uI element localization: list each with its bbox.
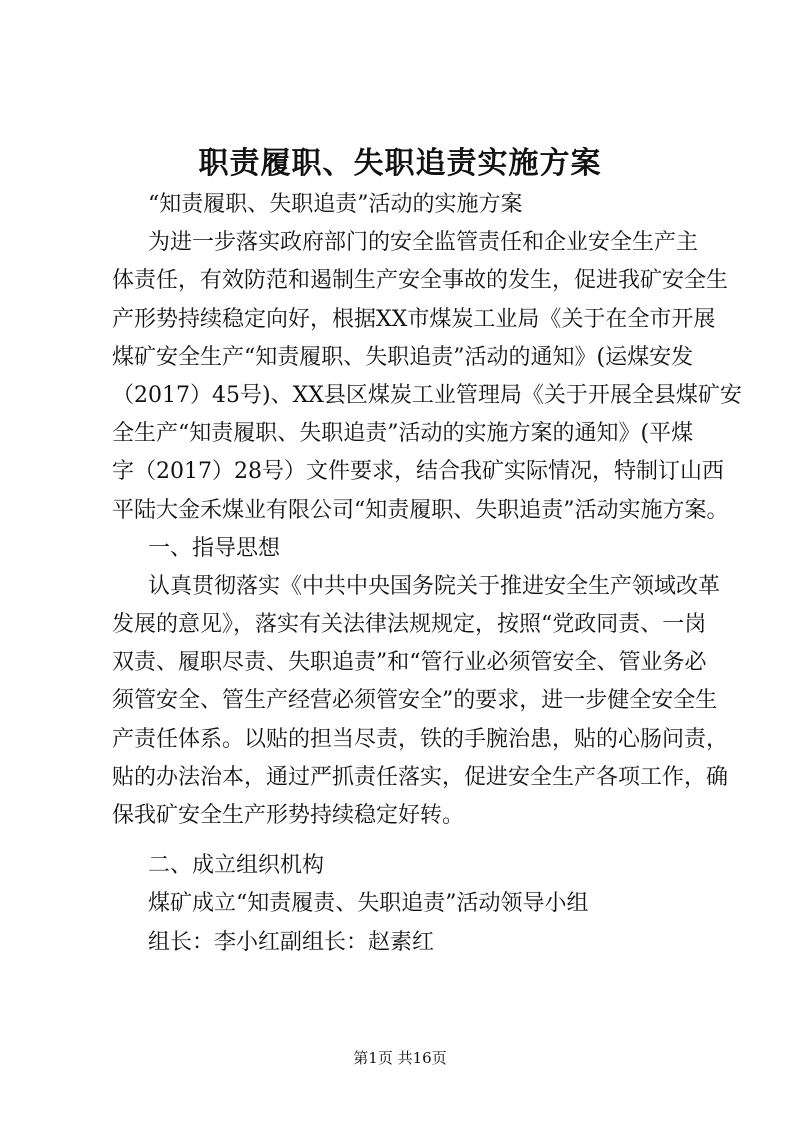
paragraph-line: 为进一步落实政府部门的安全监管责任和企业安全生产主 xyxy=(148,230,699,256)
document-body xyxy=(112,186,742,962)
page-number: 第1页 共16页 xyxy=(353,1049,447,1067)
intro-paragraph xyxy=(112,224,742,530)
paragraph-line: 全生产“知责履职、失职追责”活动的实施方案的通知》(平煤 xyxy=(112,421,694,447)
paragraph-line: 双责、履职尽责、失职追责”和“管行业必须管安全、管业务必 xyxy=(112,650,707,676)
paragraph-line: 保我矿安全生产形势持续稳定好转。 xyxy=(112,803,465,828)
guiding-thought-paragraph xyxy=(112,568,729,835)
paragraph-line: 产形势持续稳定向好，根据XX市煤炭工业局《关于在全市开展 xyxy=(112,306,716,332)
paragraph-line: 字（2017）28号）文件要求，结合我矿实际情况，特制订山西 xyxy=(112,459,724,485)
paragraph-line: 发展的意见》，落实有关法律法规规定，按照“党政同责、一岗 xyxy=(112,612,707,638)
subtitle: “知责履职、失职追责”活动的实施方案 xyxy=(148,192,523,217)
section-heading-organization: 二、成立组织机构 xyxy=(148,853,325,879)
paragraph-line: （2017）45号)、XX县区煤炭工业管理局《关于开展全县煤矿安 xyxy=(112,382,742,408)
document-title: 职责履职、失职追责实施方案 xyxy=(198,146,602,181)
paragraph-line: 贴的办法治本，通过严抓责任落实，促进安全生产各项工作，确 xyxy=(112,764,729,790)
leadership-group-line: 煤矿成立“知责履责、失职追责”活动领导小组 xyxy=(148,891,589,917)
group-leader-line: 组长：李小红副组长：赵素红 xyxy=(148,929,435,955)
paragraph-line: 体责任，有效防范和遏制生产安全事故的发生，促进我矿安全生 xyxy=(112,268,729,294)
paragraph-line: 须管安全、管生产经营必须管安全”的要求，进一步健全安全生 xyxy=(112,688,718,714)
paragraph-line: 产责任体系。以贴的担当尽责，铁的手腕治患，贴的心肠问责， xyxy=(112,726,729,752)
section-heading-guiding-thought: 一、指导思想 xyxy=(148,535,281,561)
paragraph-line: 认真贯彻落实《中共中央国务院关于推进安全生产领域改革 xyxy=(148,573,721,599)
paragraph-line: 平陆大金禾煤业有限公司“知责履职、失职追责”活动实施方案。 xyxy=(112,497,729,523)
paragraph-line: 煤矿安全生产“知责履职、失职追责”活动的通知》(运煤安发 xyxy=(112,344,694,370)
